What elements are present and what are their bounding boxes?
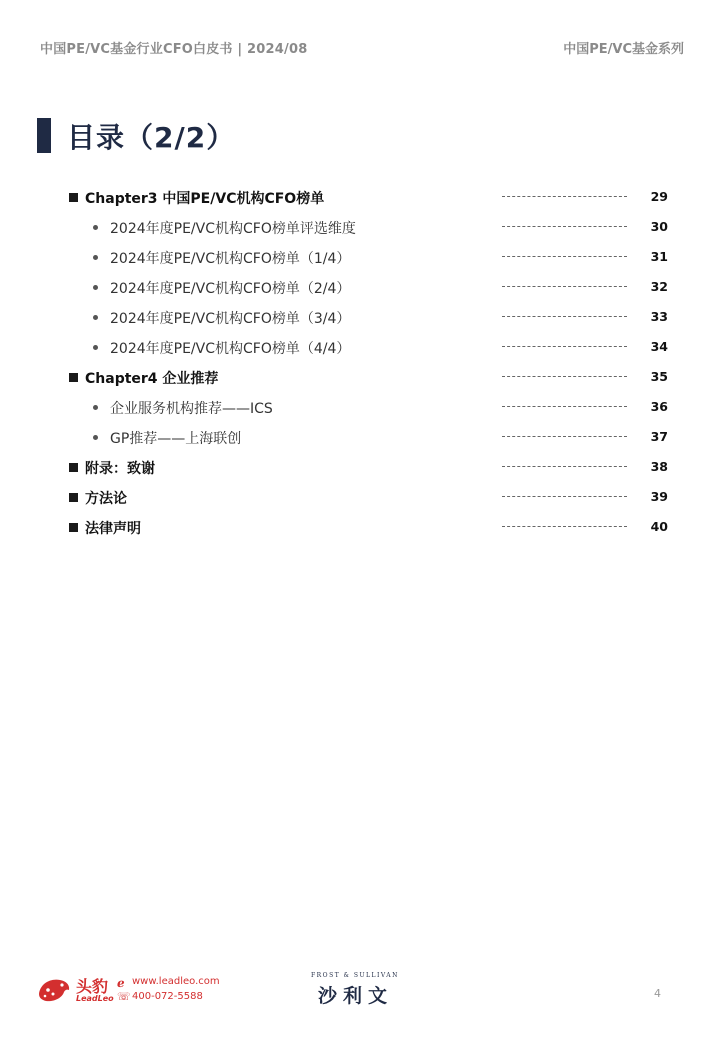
- toc-leader-line: [502, 406, 627, 407]
- toc-subsection-row[interactable]: [0, 335, 720, 365]
- dot-bullet-icon: [93, 345, 98, 350]
- toc-page-number: 38: [650, 459, 668, 474]
- dot-bullet-icon: [93, 255, 98, 260]
- toc-subsection-row[interactable]: [0, 425, 720, 455]
- square-bullet-icon: [69, 523, 78, 532]
- toc-entry-label: 附录：致谢: [85, 461, 155, 477]
- toc-page-number: 30: [650, 219, 668, 234]
- toc-entry-label: 法律声明: [85, 521, 141, 537]
- toc-page-number: 34: [650, 339, 668, 354]
- toc-leader-line: [502, 436, 627, 437]
- toc-leader-line: [502, 256, 627, 257]
- toc-entry-label: 2024年度PE/VC机构CFO榜单评选维度: [110, 221, 356, 237]
- web-icon: ℯ: [117, 976, 125, 990]
- logo-chinese-text: 头豹: [76, 977, 109, 996]
- toc-page-number: 36: [650, 399, 668, 414]
- toc-page-number: 40: [650, 519, 668, 534]
- dot-bullet-icon: [93, 435, 98, 440]
- footer-leadleo-logo: [36, 970, 276, 1010]
- square-bullet-icon: [69, 493, 78, 502]
- toc-page-number: 39: [650, 489, 668, 504]
- toc-subsection-row[interactable]: [0, 275, 720, 305]
- toc-leader-line: [502, 226, 627, 227]
- toc-entry-label: Chapter4 企业推荐: [85, 371, 219, 387]
- toc-subsection-row[interactable]: [0, 395, 720, 425]
- page-title: 目录（2/2）: [67, 121, 236, 154]
- header-right-series: 中国PE/VC基金系列: [563, 42, 684, 57]
- title-accent-bar: [37, 118, 51, 153]
- table-of-contents: [0, 185, 720, 545]
- toc-leader-line: [502, 346, 627, 347]
- toc-leader-line: [502, 496, 627, 497]
- dot-bullet-icon: [93, 315, 98, 320]
- toc-page-number: 29: [650, 189, 668, 204]
- toc-entry-label: 企业服务机构推荐——ICS: [110, 401, 273, 417]
- leopard-icon: [36, 972, 72, 1006]
- square-bullet-icon: [69, 193, 78, 202]
- dot-bullet-icon: [93, 225, 98, 230]
- phone-number: 400-072-5588: [132, 991, 203, 1002]
- toc-subsection-row[interactable]: [0, 215, 720, 245]
- partner-logo-chinese: 沙利文: [318, 985, 394, 1007]
- dot-bullet-icon: [93, 405, 98, 410]
- dot-bullet-icon: [93, 285, 98, 290]
- toc-entry-label: 2024年度PE/VC机构CFO榜单（4/4）: [110, 341, 351, 357]
- partner-logo-top: FROST & SULLIVAN: [311, 972, 399, 979]
- toc-leader-line: [502, 286, 627, 287]
- toc-entry-label: 2024年度PE/VC机构CFO榜单（2/4）: [110, 281, 351, 297]
- toc-leader-line: [502, 466, 627, 467]
- toc-section-row[interactable]: [0, 455, 720, 485]
- toc-section-row[interactable]: [0, 185, 720, 215]
- toc-entry-label: 2024年度PE/VC机构CFO榜单（3/4）: [110, 311, 351, 327]
- page-number: 4: [654, 987, 661, 1000]
- phone-icon: ☏: [117, 990, 131, 1003]
- header-left-title: 中国PE/VC基金行业CFO白皮书 | 2024/08: [40, 42, 308, 57]
- toc-entry-label: Chapter3 中国PE/VC机构CFO榜单: [85, 191, 325, 207]
- toc-section-row[interactable]: [0, 485, 720, 515]
- toc-subsection-row[interactable]: [0, 305, 720, 335]
- toc-page-number: 33: [650, 309, 668, 324]
- toc-section-row[interactable]: [0, 365, 720, 395]
- logo-english-text: LeadLeo: [76, 994, 114, 1003]
- toc-entry-label: 2024年度PE/VC机构CFO榜单（1/4）: [110, 251, 351, 267]
- toc-subsection-row[interactable]: [0, 245, 720, 275]
- toc-page-number: 35: [650, 369, 668, 384]
- square-bullet-icon: [69, 373, 78, 382]
- toc-leader-line: [502, 196, 627, 197]
- toc-section-row[interactable]: [0, 515, 720, 545]
- square-bullet-icon: [69, 463, 78, 472]
- toc-entry-label: GP推荐——上海联创: [110, 431, 242, 447]
- website-link[interactable]: www.leadleo.com: [132, 976, 220, 987]
- toc-page-number: 37: [650, 429, 668, 444]
- toc-leader-line: [502, 376, 627, 377]
- toc-entry-label: 方法论: [85, 491, 127, 507]
- toc-leader-line: [502, 316, 627, 317]
- toc-page-number: 32: [650, 279, 668, 294]
- toc-leader-line: [502, 526, 627, 527]
- toc-page-number: 31: [650, 249, 668, 264]
